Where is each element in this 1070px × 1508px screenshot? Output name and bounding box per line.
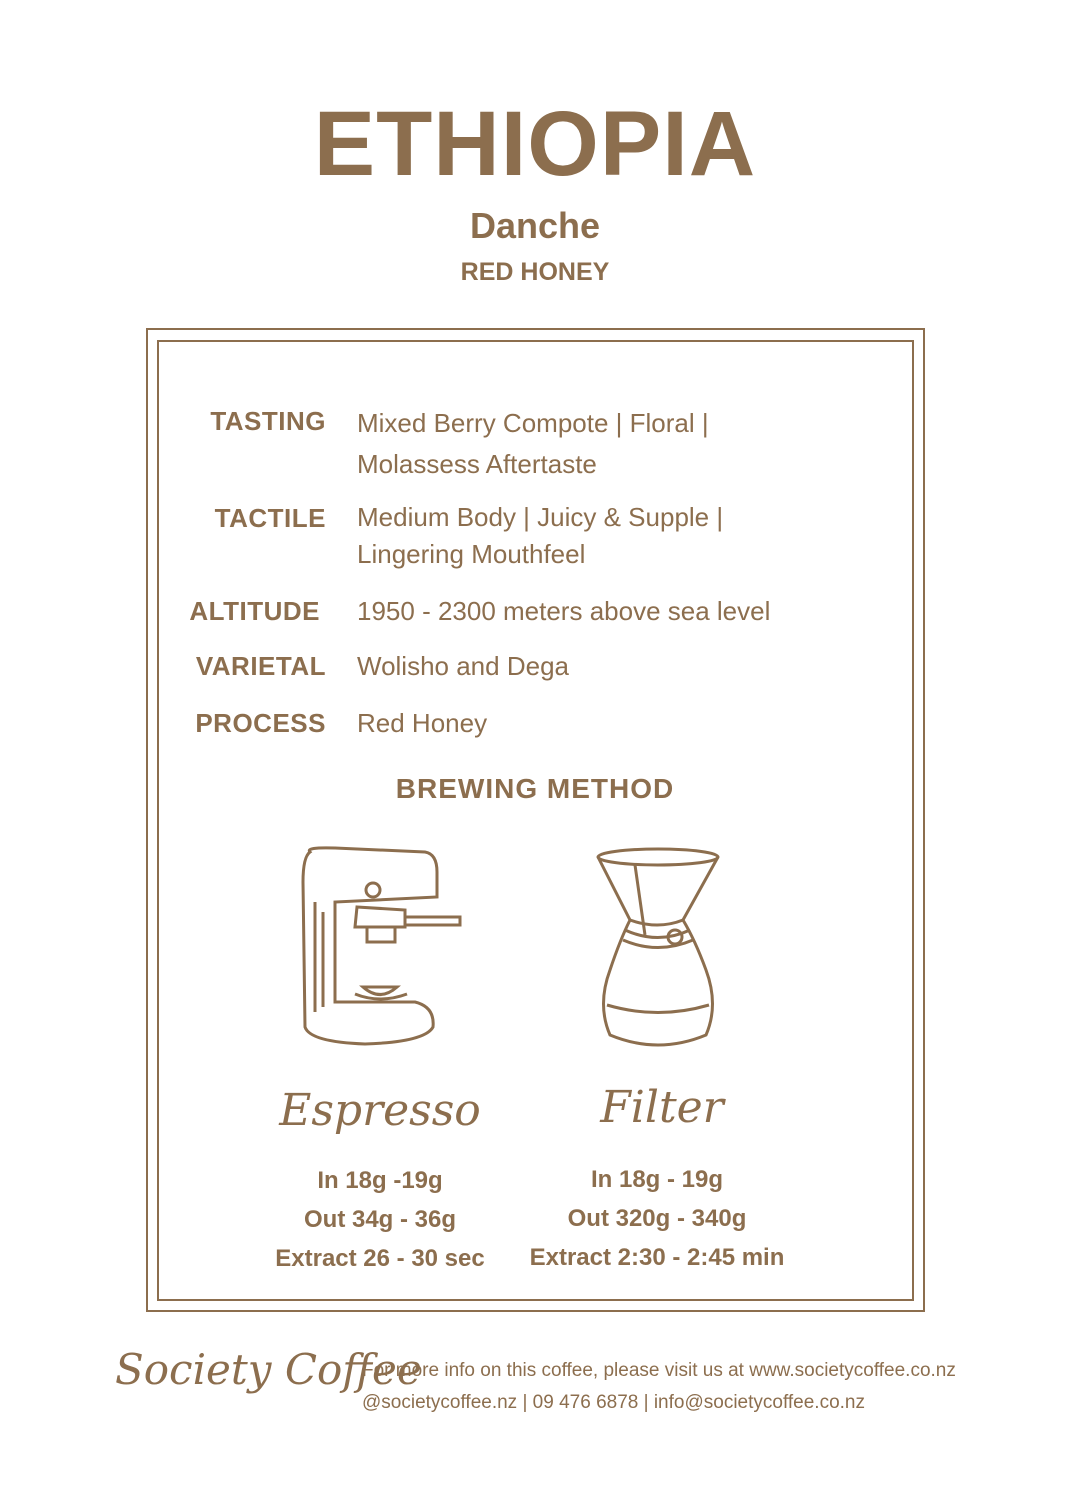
espresso-in: In 18g -19g bbox=[317, 1167, 443, 1194]
espresso-out: Out 34g - 36g bbox=[303, 1206, 457, 1233]
tactile-label: TACTILE bbox=[214, 503, 326, 533]
filter-in: In 18g - 19g bbox=[590, 1166, 724, 1193]
footer-info-line: For more info on this coffee, please visit us at www.societycoffee.co.nz bbox=[362, 1360, 956, 1381]
espresso-machine-icon bbox=[295, 842, 465, 1052]
espresso-recipe bbox=[220, 1161, 540, 1278]
process-value: Red Honey bbox=[357, 708, 488, 738]
tasting-label: TASTING bbox=[210, 406, 326, 436]
farm-name: Danche bbox=[469, 205, 601, 246]
origin-title: ETHIOPIA bbox=[313, 93, 757, 195]
altitude-value: 1950 - 2300 meters above sea level bbox=[357, 596, 771, 626]
tasting-value: Mixed Berry Compote | Floral | Molassess Aftertaste bbox=[357, 408, 709, 479]
espresso-title: Espresso bbox=[279, 1085, 481, 1136]
altitude-label: ALTITUDE bbox=[189, 596, 320, 626]
varietal-label: VARIETAL bbox=[195, 651, 326, 681]
process-label: PROCESS bbox=[195, 708, 326, 738]
filter-recipe bbox=[497, 1160, 817, 1277]
varietal-value: Wolisho and Dega bbox=[357, 651, 569, 681]
brewing-method-heading: BREWING METHOD bbox=[395, 773, 675, 804]
process-subtitle: RED HONEY bbox=[460, 258, 610, 286]
society-coffee-logo: Society Coffee bbox=[115, 1345, 422, 1394]
espresso-extract: Extract 26 - 30 sec bbox=[275, 1245, 485, 1272]
chemex-filter-icon bbox=[595, 845, 725, 1050]
filter-out: Out 320g - 340g bbox=[567, 1205, 747, 1232]
footer-contact-line: @societycoffee.nz | 09 476 6878 | info@societycoffee.co.nz bbox=[362, 1392, 865, 1413]
filter-title: Filter bbox=[600, 1082, 724, 1133]
tactile-value: Medium Body | Juicy & Supple | Lingering Mouthfeel bbox=[357, 502, 724, 569]
filter-extract: Extract 2:30 - 2:45 min bbox=[529, 1244, 785, 1271]
